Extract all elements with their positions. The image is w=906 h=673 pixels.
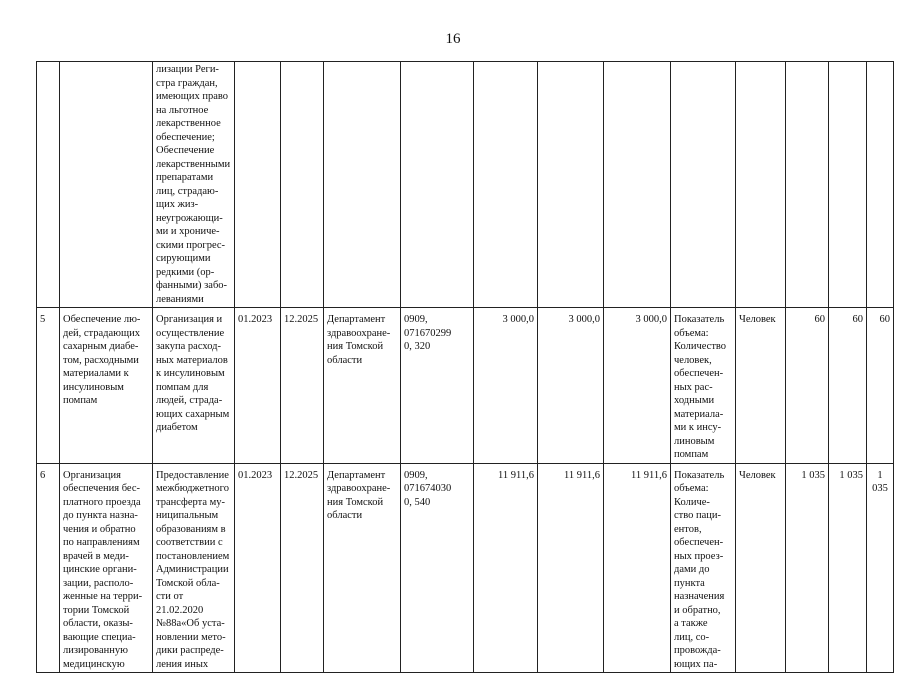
- cell-no: 5: [37, 308, 60, 464]
- table-row: [37, 62, 894, 308]
- table-row: [37, 308, 894, 464]
- cell-sum-b: [604, 62, 671, 308]
- cell-unit: [736, 62, 786, 308]
- cell-executor: Департамент здравоохране- ния Томской области: [324, 308, 401, 464]
- cell-code: [401, 62, 474, 308]
- cell-no: [37, 62, 60, 308]
- cell-unit: Человек: [736, 308, 786, 464]
- cell-end: [281, 62, 324, 308]
- cell-code: 0909, 071674030 0, 540: [401, 463, 474, 673]
- cell-executor: Департамент здравоохране- ния Томской области: [324, 463, 401, 673]
- cell-description: Организация и осуществление закупа расход- ных материалов к инсулиновым помпам для людей, страда- ющих сахарным диабетом: [153, 308, 235, 464]
- cell-indicator: Показатель объема: Количе- ство паци- ентов, обеспечен- ных проез- дами до пункта назначения и обратно, а также лиц, со- провожда- ющих па-: [671, 463, 736, 673]
- cell-description: Предоставление межбюджетного трансферта му- ниципальным образованиям в соответствии с постановлением Администрации Томской обла- сти от 21.02.2020 №88а«Об уста- новлении мето- дики распреде- ления иных: [153, 463, 235, 673]
- cell-sum-a: 11 911,6: [538, 463, 604, 673]
- page-number: 16: [445, 31, 461, 47]
- cell-sum-total: 11 911,6: [474, 463, 538, 673]
- cell-v3: 60: [867, 308, 894, 464]
- cell-end: 12.2025: [281, 463, 324, 673]
- cell-start: 01.2023: [235, 463, 281, 673]
- cell-v3: 1 035: [867, 463, 894, 673]
- cell-v2: 60: [829, 308, 867, 464]
- cell-indicator: [671, 62, 736, 308]
- cell-sum-total: [474, 62, 538, 308]
- program-table: [36, 61, 894, 673]
- table-row: [37, 463, 894, 673]
- cell-code: 0909, 071670299 0, 320: [401, 308, 474, 464]
- cell-name: [60, 62, 153, 308]
- cell-v3: [867, 62, 894, 308]
- cell-sum-b: 11 911,6: [604, 463, 671, 673]
- cell-sum-b: 3 000,0: [604, 308, 671, 464]
- cell-sum-a: [538, 62, 604, 308]
- cell-start: [235, 62, 281, 308]
- cell-indicator: Показатель объема: Количество человек, обеспечен- ных рас- ходными материала- ми к инсу- линовым помпам: [671, 308, 736, 464]
- cell-v1: [786, 62, 829, 308]
- cell-name: Организация обеспечения бес- платного проезда до пункта назна- чения и обратно по направлениям врачей в меди- цинские органи- зации, располо- женные на терри- тории Томской области, оказы- вающие специа- лизированную медицинскую: [60, 463, 153, 673]
- cell-v1: 60: [786, 308, 829, 464]
- cell-name: Обеспечение лю- дей, страдающих сахарным диабе- том, расходными материалами к инсулиновым помпам: [60, 308, 153, 464]
- cell-unit: Человек: [736, 463, 786, 673]
- cell-description: лизации Реги- стра граждан, имеющих право на льготное лекарственное обеспечение; Обеспечение лекарственными препаратами лиц, страдаю- щих жиз- неугрожающи- ми и хрониче- скими прогрес- сирующими редкими (ор- фанными) забо- леваниями: [153, 62, 235, 308]
- cell-sum-a: 3 000,0: [538, 308, 604, 464]
- cell-executor: [324, 62, 401, 308]
- cell-no: 6: [37, 463, 60, 673]
- cell-end: 12.2025: [281, 308, 324, 464]
- cell-start: 01.2023: [235, 308, 281, 464]
- cell-v2: 1 035: [829, 463, 867, 673]
- cell-v1: 1 035: [786, 463, 829, 673]
- cell-v2: [829, 62, 867, 308]
- cell-sum-total: 3 000,0: [474, 308, 538, 464]
